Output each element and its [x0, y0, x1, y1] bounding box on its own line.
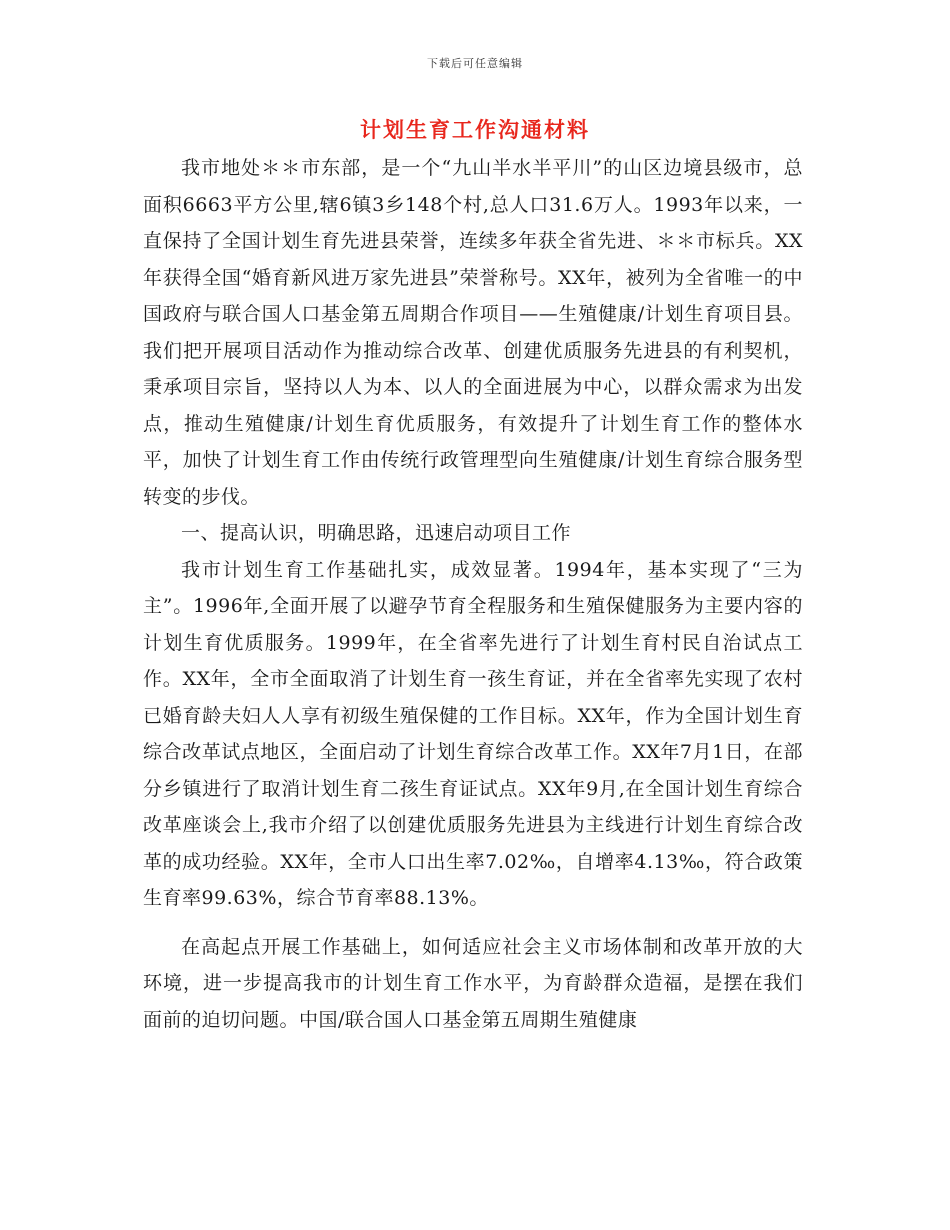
paragraph-challenge: 在高起点开展工作基础上，如何适应社会主义市场体制和改革开放的大环境，进一步提高我市的计划生育工作水平，为育龄群众造福，是摆在我们面前的迫切问题。中国/联合国人口基金第五周期生殖健康 — [143, 935, 803, 1031]
document-title: 计划生育工作沟通材料 — [360, 118, 590, 142]
document-body — [143, 150, 803, 1038]
section-heading-1: 一、提高认识，明确思路，迅速启动项目工作 — [181, 522, 572, 544]
paragraph-background: 我市计划生育工作基础扎实，成效显著。1994年，基本实现了“三为主”。1996年,全面开展了以避孕节育全程服务和生殖保健服务为主要内容的计划生育优质服务。1999年，在全省率先进行了计划生育村民自治试点工作。XX年，全市全面取消了计划生育一孩生育证，并在全省率先实现了农村已婚育龄夫妇人人享有初级生殖保健的工作目标。XX年，作为全国计划生育综合改革试点地区，全面启动了计划生育综合改革工作。XX年7月1日，在部分乡镇进行了取消计划生育二孩生育证试点。XX年9月,在全国计划生育综合改革座谈会上,我市介绍了以创建优质服务先进县为主线进行计划生育综合改革的成功经验。XX年，全市人口出生率7.02‰，自增率4.13‰，符合政策生育率99.63%，综合节育率88.13%。 — [143, 558, 803, 909]
download-note: 下载后可任意编辑 — [427, 57, 523, 70]
paragraph-intro: 我市地处＊＊市东部，是一个“九山半水半平川”的山区边境县级市，总面积6663平方公里,辖6镇3乡148个村,总人口31.6万人。1993年以来，一直保持了全国计划生育先进县荣誉，连续多年获全省先进、＊＊市标兵。XX年获得全国“婚育新风进万家先进县”荣誉称号。XX年，被列为全省唯一的中国政府与联合国人口基金第五周期合作项目——生殖健康/计划生育项目县。我们把开展项目活动作为推动综合改革、创建优质服务先进县的有利契机，秉承项目宗旨，坚持以人为本、以人的全面进展为中心，以群众需求为出发点，推动生殖健康/计划生育优质服务，有效提升了计划生育工作的整体水平，加快了计划生育工作由传统行政管理型向生殖健康/计划生育综合服务型转变的步伐。 — [143, 157, 803, 508]
